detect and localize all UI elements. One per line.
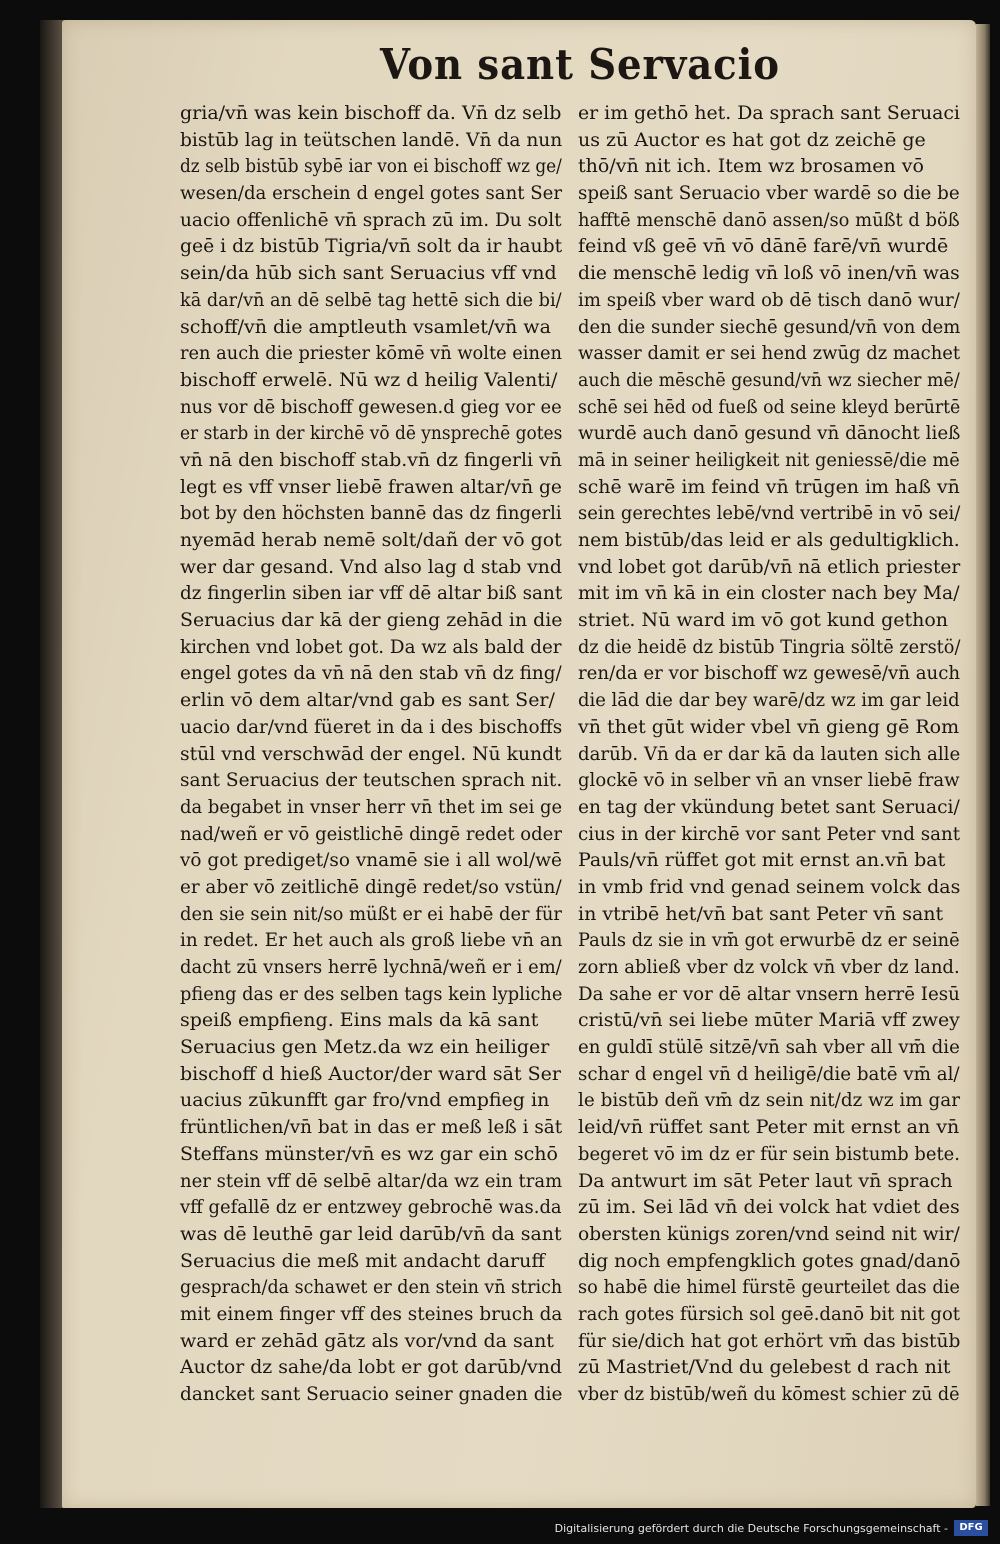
text-line: bischoff erwelē. Nū wz d heilig Valenti/ [180,368,558,391]
text-line: dz selb bistūb sybē iar von ei bischoff wz ge/ [180,155,562,178]
text-line: Da sahe er vor dē altar vnsern herrē Iesū [578,982,960,1005]
text-line: uacius zūkunfft gar fro/vnd empfieg in [180,1089,550,1112]
text-line: nyemād herab nemē solt/dañ der vō got [180,529,562,551]
text-line: erlin vō dem altar/vnd gab es sant Ser/ [180,689,555,712]
text-line: schoff/vn̄ die amptleuth vsamlet/vn̄ wa [180,315,551,338]
text-line: bistūb lag in teütschen landē. Vn̄ da nun [180,128,563,151]
right-text-column [578,100,960,1408]
text-line: schē warē im feind vn̄ trūgen im haß vn̄ [578,475,960,498]
text-line: dz fingerlin siben iar vff dē altar biß sant [180,582,563,605]
text-line: nad/weñ er vō geistlichē dingē redet oder [180,822,562,845]
text-line: wer dar gesand. Vnd also lag d stab vnd [180,555,562,578]
text-line: die lād die dar bey warē/dz wz im gar leid [578,689,960,712]
text-line: nus vor dē bischoff gewesen.d gieg vor ee [180,395,562,418]
text-line: den sie sein nit/so müßt er ei habē der für [180,902,562,925]
text-line: glockē vō in selber vn̄ an vnser liebē fraw [578,769,960,792]
text-line: früntlichen/vn̄ bat in das er meß leß i sāt [180,1116,563,1139]
text-line: obersten künigs zoren/vnd seind nit wir/ [578,1222,960,1245]
text-line: uacio offenlichē vn̄ sprach zū im. Du solt [180,208,562,231]
text-line: cius in der kirchē vor sant Peter vnd sant [578,822,961,845]
text-line: vō got prediget/so vnamē sie i all wol/wē [180,849,562,872]
dfg-logo: DFG [954,1520,988,1536]
text-line: uacio dar/vnd füeret in da i des bischoffs [180,715,563,738]
text-line: legt es vff vnser liebē frawen altar/vn̄ ge [180,475,562,498]
text-line: en tag der vkündung betet sant Seruaci/ [578,795,960,818]
text-line: Seruacius die meß mit andacht daruff [180,1249,545,1272]
funding-notice: Digitalisierung gefördert durch die Deutsche Forschungsgemeinschaft - [554,1522,948,1535]
text-line: Da antwurt im sāt Peter laut vn̄ sprach [578,1169,953,1192]
text-line: ren auch die priester kōmē vn̄ wolte einen [180,342,562,365]
text-line: zū im. Sei lād vn̄ dei volck hat vdiet des [578,1196,960,1219]
text-line: bot by den höchsten bannē das dz fingerli [180,502,562,525]
text-line: sein/da hūb sich sant Seruacius vff vnd [180,262,557,285]
text-line: was dē leuthē gar leid darūb/vn̄ da sant [180,1222,562,1245]
text-line: darūb. Vn̄ da er dar kā da lauten sich alle [578,742,961,765]
text-line: thō/vn̄ nit ich. Item wz brosamen vō [578,155,924,178]
text-line: da begabet in vnser herr vn̄ thet im sei ge [180,795,563,818]
book-gutter [40,20,64,1508]
text-line: le bistūb deñ vm̄ dz sein nit/dz wz im gar [578,1089,961,1112]
text-line: wasser damit er sei hend zwūg dz machet [578,342,961,365]
text-line: im speiß vber ward ob dē tisch danō wur/ [578,288,960,311]
running-head: Von sant Servacio [380,40,780,89]
text-line: en guldī stülē sitzē/vn̄ sah vber all vm̄ die [578,1036,960,1059]
text-line: feind vß geē vn̄ vō dānē farē/vn̄ wurdē [578,235,949,258]
text-line: den die sunder siechē gesund/vn̄ von dem [578,315,961,338]
footer-bar [0,1514,1000,1544]
text-line: cristū/vn̄ sei liebe mūter Mariā vff zwey [578,1009,960,1032]
text-line: mā in seiner heiligkeit nit geniessē/die mē [578,448,960,471]
text-line: dig noch empfengklich gotes gnad/danō [578,1249,961,1272]
text-line: vber dz bistūb/weñ du kōmest schier zū dē [578,1383,960,1405]
text-line: vn̄ thet gūt wider vbel vn̄ gieng gē Rom [578,715,960,738]
text-line: kā dar/vn̄ an dē selbē tag hettē sich die bi/ [180,288,562,311]
text-line: für sie/dich hat got erhört vm̄ das bistūb [578,1329,961,1352]
text-line: us zū Auctor es hat got dz zeichē ge [578,128,926,151]
text-line: nem bistūb/das leid er als gedultigklich. [578,529,960,551]
page-edge [976,24,990,1506]
text-line: Seruacius gen Metz.da wz ein heiliger [180,1036,550,1059]
text-line: in redet. Er het auch als groß liebe vn̄ an [180,929,563,952]
text-line: auch die mēschē gesund/vn̄ wz siecher mē/ [578,368,960,391]
text-line: Pauls/vn̄ rüffet got mit ernst an.vn̄ bat [578,849,946,872]
text-line: dancket sant Seruacio seiner gnaden die [180,1383,563,1405]
text-line: Auctor dz sahe/da lobt er got darūb/vnd [180,1356,563,1379]
text-line: vff gefallē dz er entzwey gebrochē was.da [180,1196,562,1219]
text-line: geē i dz bistūb Tigria/vn̄ solt da ir haubt [180,235,563,258]
text-line: dacht zū vnsers herrē lychnā/weñ er i em/ [180,956,562,978]
text-line: Steffans münster/vn̄ es wz gar ein schō [180,1142,558,1165]
text-line: in vtribē het/vn̄ bat sant Peter vn̄ sant [578,902,944,925]
text-line: zorn abließ vber dz volck vn̄ vber dz land. [578,956,960,978]
text-line: zū Mastriet/Vnd du gelebest d rach nit [578,1356,951,1379]
text-line: mit einem finger vff des steines bruch da [180,1302,563,1325]
text-line: begeret vō im dz er für sein bistumb bete. [578,1142,960,1165]
text-line: Pauls dz sie in vm̄ got erwurbē dz er seinē [578,929,960,952]
text-line: schar d engel vn̄ d heiligē/die batē vm̄ al/ [578,1062,960,1085]
text-line: wurdē auch danō gesund vn̄ dānocht ließ [578,422,961,445]
text-line: engel gotes da vn̄ nā den stab vn̄ dz fing/ [180,662,562,685]
text-line: wesen/da erschein d engel gotes sant Ser [180,182,563,205]
text-line: ren/da er vor bischoff wz gewesē/vn̄ auch [578,662,961,685]
text-line: er starb in der kirchē vō dē ynsprechē gotes [180,422,563,445]
text-line: striet. Nū ward im vō got kund gethon [578,609,949,632]
text-line: leid/vn̄ rüffet sant Peter mit ernst an vn̄ [578,1116,960,1139]
text-line: Seruacius dar kā der gieng zehād in die [180,609,563,632]
text-line: gria/vn̄ was kein bischoff da. Vn̄ dz selb [180,102,562,124]
text-line: bischoff d hieß Auctor/der ward sāt Ser [180,1062,561,1085]
left-text-column [180,100,562,1408]
text-line: schē sei hēd od fueß od seine kleyd berūrtē [578,395,961,418]
text-line: gesprach/da schawet er den stein vn̄ strich [180,1276,563,1299]
text-line: vn̄ nā den bischoff stab.vn̄ dz fingerli vn̄ [180,448,562,471]
text-line: speiß sant Seruacio vber wardē so die be [578,182,960,205]
text-line: speiß empfieng. Eins mals da kā sant [180,1009,539,1032]
text-line: vnd lobet got darūb/vn̄ nā etlich priester [578,555,961,578]
text-line: sant Seruacius der teutschen sprach nit. [180,769,563,792]
text-line: sein gerechtes lebē/vnd vertribē in vō sei/ [578,502,961,525]
text-line: er aber vō zeitlichē dingē redet/so vstün/ [180,875,562,898]
text-line: hafftē menschē danō assen/so mūßt d böß [578,208,960,231]
text-line: so habē die himel fürstē geurteilet das die [578,1276,960,1299]
text-line: mit im vn̄ kā in ein closter nach bey Ma/ [578,582,960,605]
text-line: ner stein vff dē selbē altar/da wz ein tram [180,1169,563,1192]
text-line: rach gotes fürsich sol geē.danō bit nit got [578,1302,961,1325]
text-line: ward er zehād gātz als vor/vnd da sant [180,1329,554,1352]
text-line: pfieng das er des selben tags kein lypliche [180,982,563,1005]
text-line: in vmb frid vnd genad seinem volck das [578,875,961,898]
text-line: kirchen vnd lobet got. Da wz als bald der [180,635,562,658]
text-line: stūl vnd verschwād der engel. Nū kundt [180,742,562,765]
text-line: die menschē ledig vn̄ loß vō inen/vn̄ was [578,262,960,285]
text-line: dz die heidē dz bistūb Tingria söltē zerstö/ [578,635,961,658]
text-line: er im gethō het. Da sprach sant Seruaci [578,102,960,124]
